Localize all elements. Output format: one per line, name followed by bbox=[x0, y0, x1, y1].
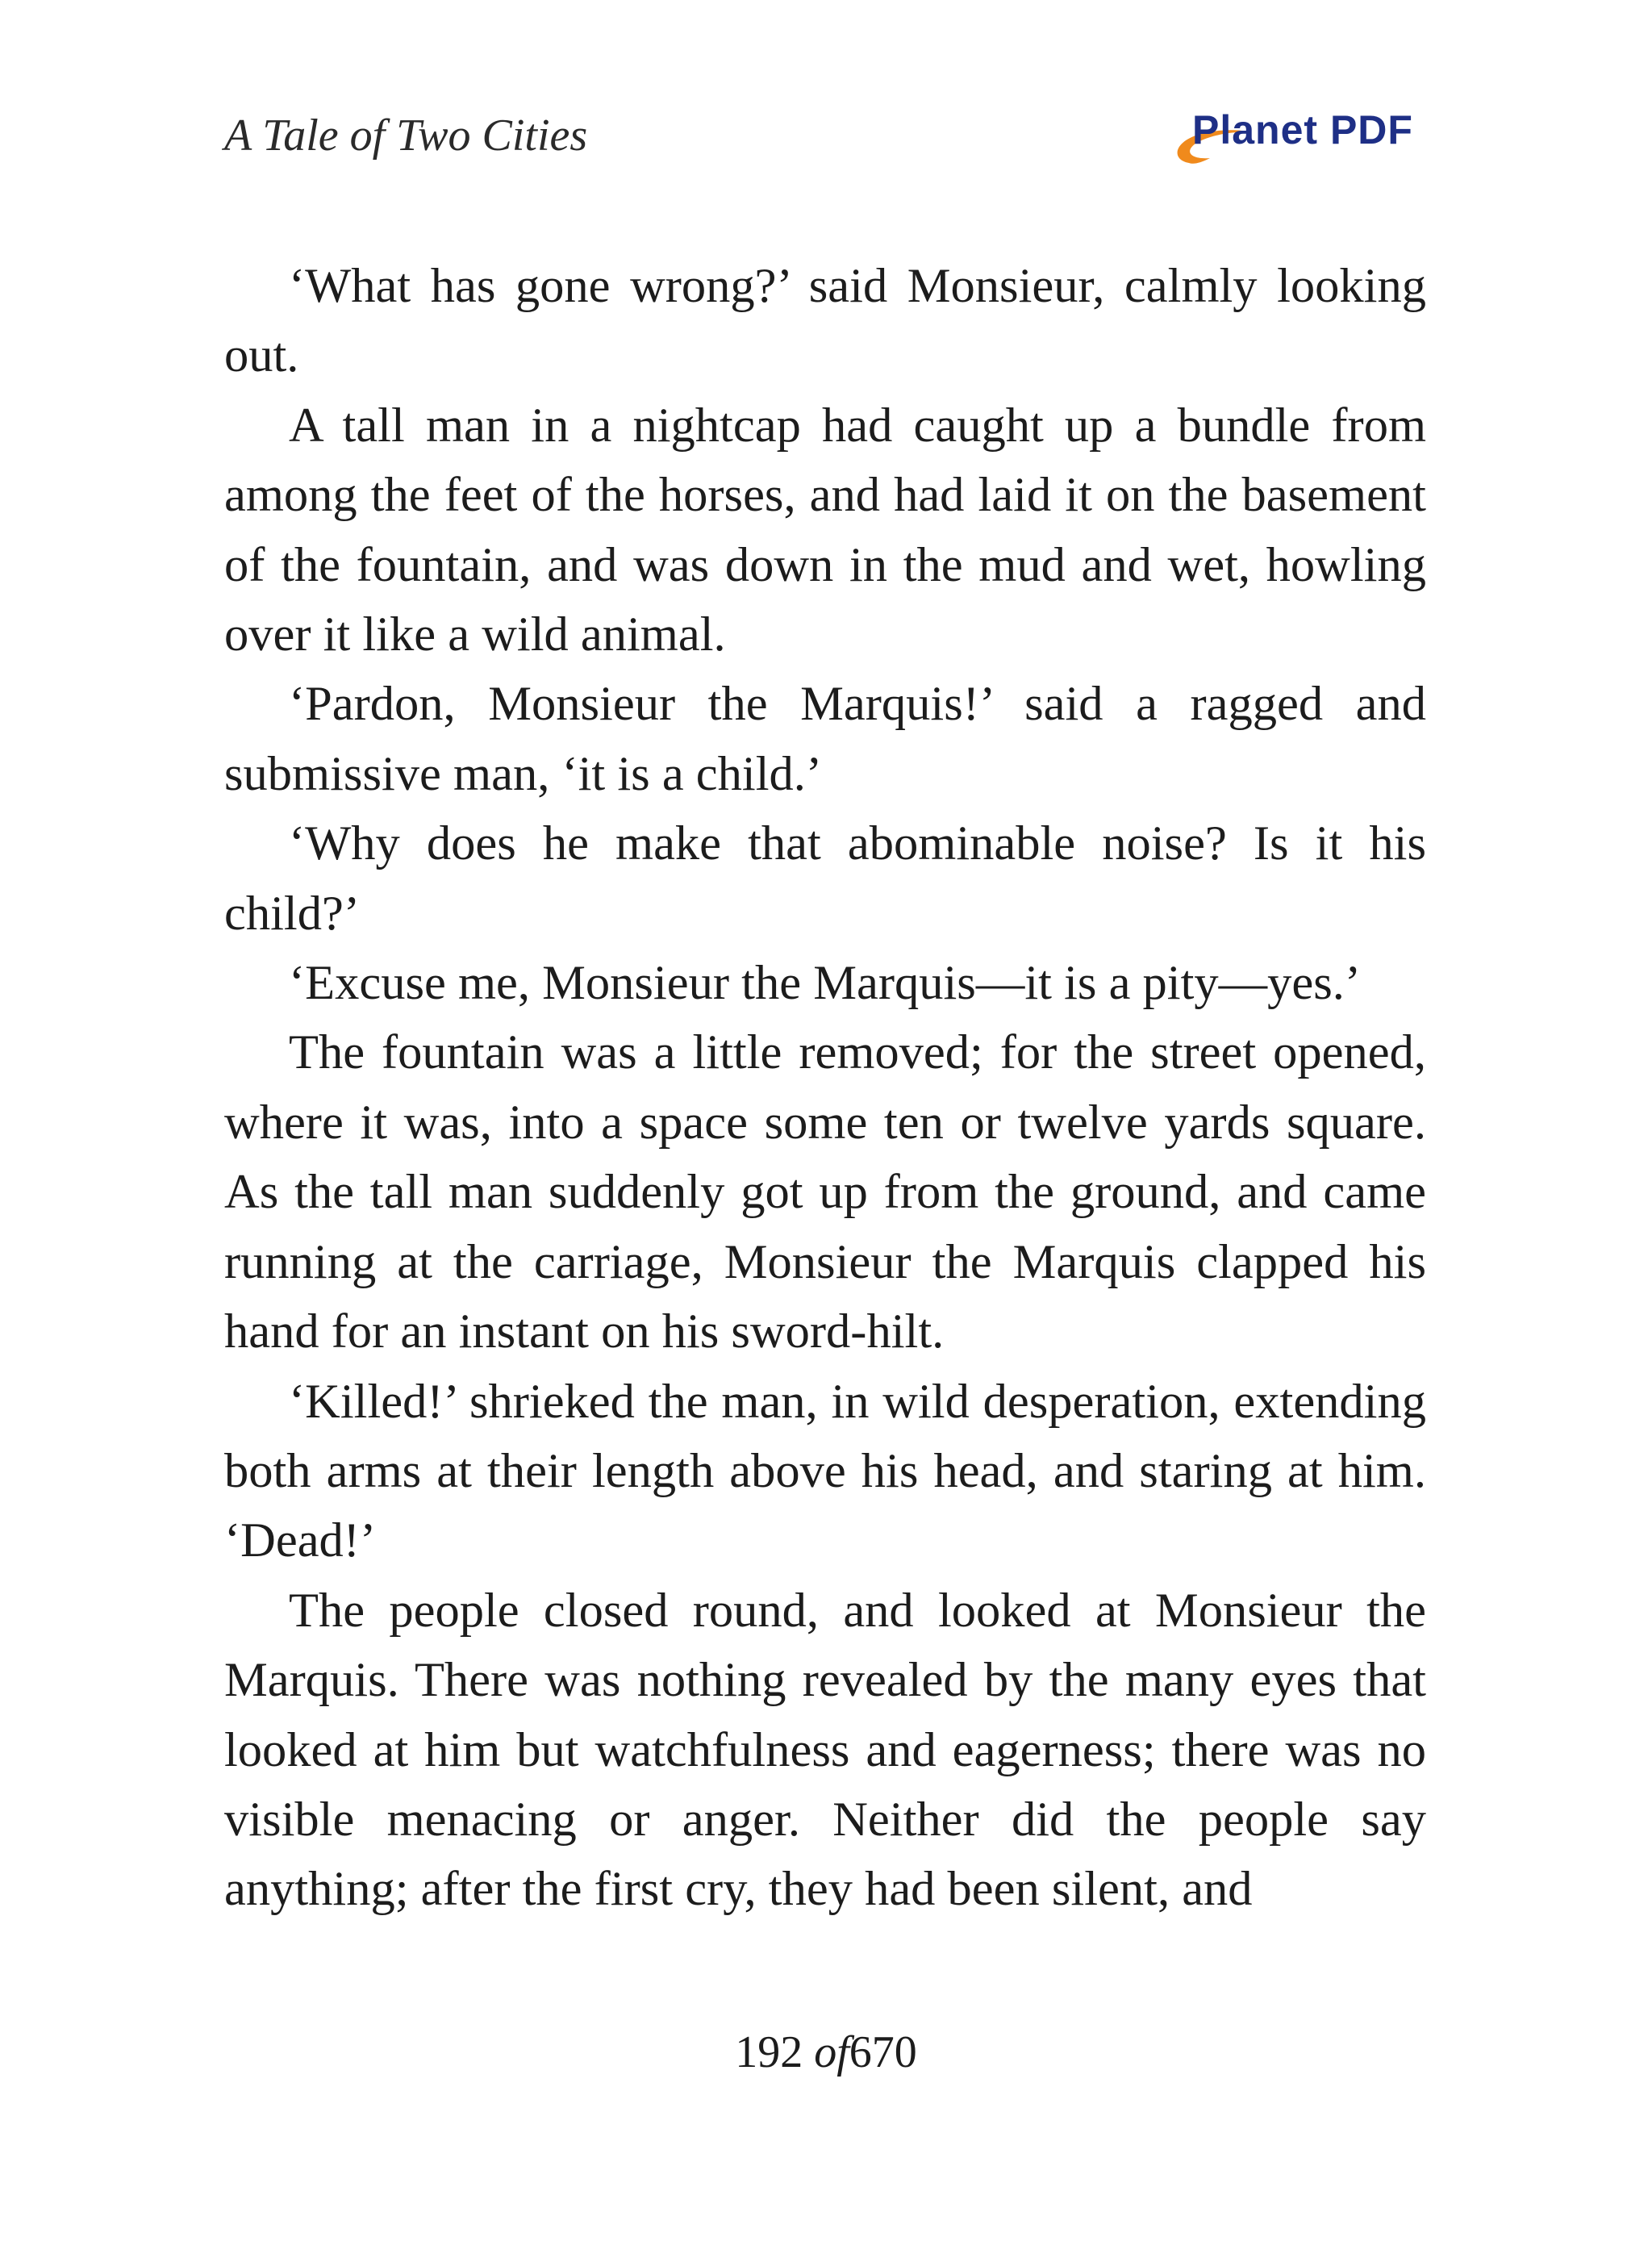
paragraph: The people closed round, and looked at Monsieur the Marquis. There was nothing revealed by the many eyes that looked at him but watchfulness and eagerness; there was no visible menacing or anger. Neither did the people say anything; after the first cry, they had been silent, and bbox=[224, 1583, 1426, 1917]
paragraph: ‘Pardon, Monsieur the Marquis!’ said a ragged and submissive man, ‘it is a child.’ bbox=[224, 677, 1426, 801]
of-label: of bbox=[814, 2027, 849, 2077]
paragraph: A tall man in a nightcap had caught up a bundle from among the feet of the horses, and had laid it on the basement of the fountain, and was down in the mud and wet, howling over it like a wild animal. bbox=[224, 398, 1426, 662]
planet-pdf-logo[interactable] bbox=[1168, 103, 1434, 176]
book-title: A Tale of Two Cities bbox=[224, 111, 588, 161]
paragraph: The fountain was a little removed; for the street opened, where it was, into a space some ten or twelve yards square. As the tall man suddenly got up from the ground, and came running at the carriage, Monsieur the Marquis clapped his hand for an instant on his sword-hilt. bbox=[224, 1025, 1426, 1359]
logo-text: Planet PDF bbox=[1192, 107, 1413, 152]
running-header bbox=[224, 103, 1434, 176]
paragraph: ‘What has gone wrong?’ said Monsieur, calmly looking out. bbox=[224, 259, 1426, 383]
paragraph: ‘Killed!’ shrieked the man, in wild desperation, extending both arms at their length above his head, and staring at him. ‘Dead!’ bbox=[224, 1374, 1426, 1568]
paragraph: ‘Excuse me, Monsieur the Marquis—it is a pity—yes.’ bbox=[289, 956, 1362, 1011]
current-page-number: 192 bbox=[735, 2027, 803, 2077]
page-number-footer bbox=[0, 2027, 1652, 2078]
paragraph: ‘Why does he make that abominable noise? Is it his child?’ bbox=[224, 816, 1426, 941]
chapter-text bbox=[224, 252, 1426, 1925]
total-pages: 670 bbox=[849, 2027, 917, 2077]
